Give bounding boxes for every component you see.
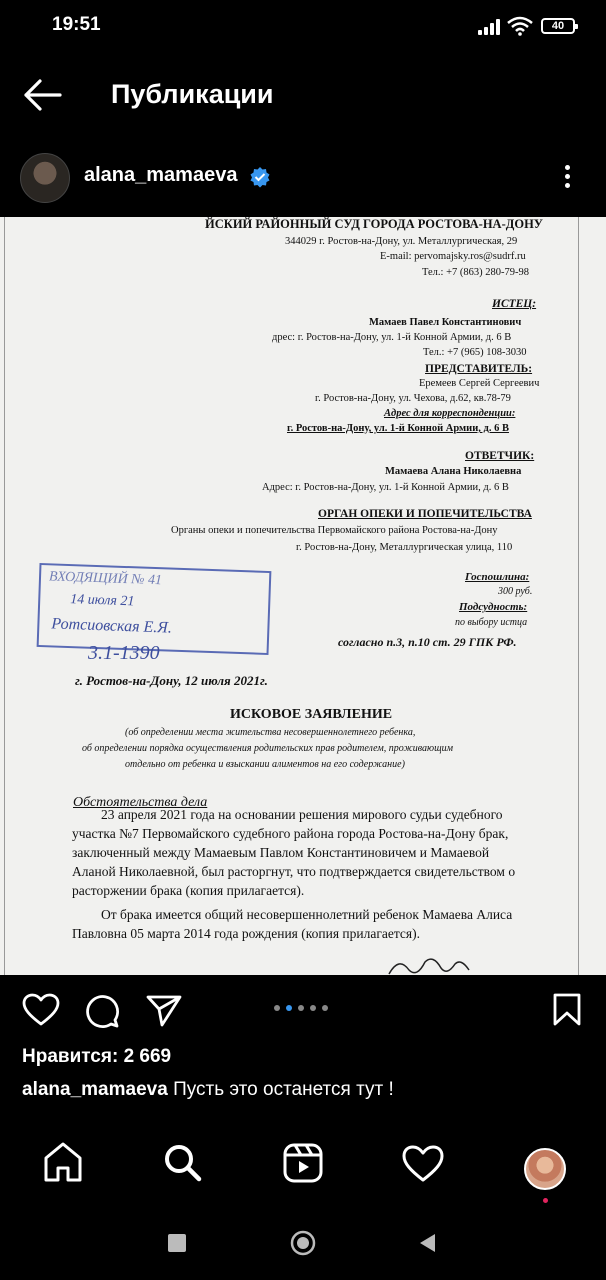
battery-indicator: 40 [541,18,575,34]
doc-jurisdiction-value: по выбору истца [455,617,528,628]
caption-username[interactable]: alana_mamaeva [22,1079,168,1100]
doc-plaintiff-address: дрес: г. Ростов-на-Дону, ул. 1-й Конной Армии, д. 6 В [272,332,512,343]
doc-place-date: г. Ростов-на-Дону, 12 июля 2021г. [75,673,268,688]
signal-icon [478,19,500,35]
doc-court: ЙСКИЙ РАЙОННЫЙ СУД ГОРОДА РОСТОВА-НА-ДОНУ [205,217,543,231]
stamp-number: 3.1-1390 [88,642,160,664]
carousel-dot [322,1005,328,1011]
signature-scribble [385,952,475,975]
activity-heart-icon [404,1147,442,1180]
home-icon [46,1144,80,1180]
stamp-line-2: 14 июля 21 [70,592,135,610]
doc-plaintiff-label: ИСТЕЦ: [492,298,537,310]
caption-text: Пусть это останется тут ! [173,1079,394,1100]
doc-title: ИСКОВОЕ ЗАЯВЛЕНИЕ [230,707,393,722]
page-title: Публикации [111,79,274,109]
doc-subtitle-1: (об определении места жительства несовершеннолетнего ребенка, [125,727,416,738]
doc-defendant-address: Адрес: г. Ростов-на-Дону, ул. 1-й Конной Армии, д. 6 В [262,482,509,493]
page-edge-right [578,217,579,975]
doc-guardian-name: Органы опеки и попечительства Первомайского района Ростова-на-Дону [171,525,498,536]
doc-plaintiff-tel: Тел.: +7 (965) 108-3030 [423,347,527,358]
system-recents-button[interactable] [168,1234,186,1252]
doc-plaintiff-name: Мамаев Павел Константинович [369,317,522,328]
doc-rep-name: Еремеев Сергей Сергеевич [419,378,540,389]
comment-icon [88,997,118,1027]
nav-home[interactable] [38,1138,88,1188]
doc-p1-line3: заключенный между Мамаевым Павлом Константиновичем и Мамаевой [72,845,490,860]
doc-p2-line2: Павловна 05 марта 2014 года рождения (копия прилагается). [72,926,421,941]
doc-section-label: Обстоятельства дела [73,795,208,810]
nav-reels[interactable] [278,1138,328,1188]
back-button[interactable] [22,78,62,112]
doc-p1-line4: Аланой Николаевной, был расторгнут, что подтверждается свидетельством о [72,864,516,879]
doc-p1-line5: расторжении брака (копия прилагается). [72,883,305,898]
status-time: 19:51 [52,14,101,35]
stamp-line-3: Ротсиовская Е.Я. [51,615,173,637]
nav-profile-avatar[interactable] [524,1148,566,1190]
doc-p1-line1: 23 апреля 2021 года на основании решения мирового судьи судебного [101,807,503,822]
doc-subtitle-3: отдельно от ребенка и взыскании алиментов на его содержание) [125,759,405,770]
doc-court-tel: Тел.: +7 (863) 280-79-98 [422,267,529,278]
carousel-dot-active [286,1005,292,1011]
doc-guardian-address: г. Ростов-на-Дону, Металлургическая улица, 110 [296,542,513,553]
heart-icon [24,995,58,1024]
doc-jurisdiction-label: Подсудность: [459,601,528,613]
doc-p1-line2: участка №7 Первомайского судебного района города Ростова-на-Дону брак, [72,826,509,841]
system-home-button[interactable] [290,1230,316,1256]
save-button[interactable] [552,993,582,1027]
post-author-avatar[interactable] [20,153,70,203]
wifi-icon [507,16,533,36]
system-back-button[interactable] [417,1232,437,1254]
doc-p2-line1: От брака имеется общий несовершеннолетний ребенок Мамаева Алиса [101,907,513,922]
share-button[interactable] [146,994,182,1028]
likes-count[interactable]: Нравится: 2 669 [22,1046,172,1067]
doc-rep-label: ПРЕДСТАВИТЕЛЬ: [425,363,533,375]
post-caption [22,1079,394,1101]
reels-icon [285,1145,321,1181]
post-author-username[interactable]: alana_mamaeva [84,164,238,186]
notification-dot [543,1198,548,1203]
doc-defendant-name: Мамаева Алана Николаевна [385,466,522,477]
verified-badge-icon [249,166,271,188]
doc-corr-address: г. Ростов-на-Дону, ул. 1-й Конной Армии, д. 6 В [287,423,509,434]
more-options-button[interactable] [556,162,580,192]
post-image-document[interactable] [0,217,606,975]
doc-court-email: E-mail: pervomajsky.ros@sudrf.ru [380,251,526,262]
doc-rep-address: г. Ростов-на-Дону, ул. Чехова, д.62, кв.78-79 [315,393,511,404]
search-icon [167,1147,199,1179]
doc-fee-label: Госпошлина: [465,571,530,583]
carousel-dot [298,1005,304,1011]
comment-button[interactable] [84,993,120,1029]
doc-guardian-label: ОРГАН ОПЕКИ И ПОПЕЧИТЕЛЬСТВА [318,508,532,520]
nav-search[interactable] [158,1138,208,1188]
doc-defendant-label: ОТВЕТЧИК: [465,450,535,462]
like-button[interactable] [22,993,60,1027]
bookmark-icon [555,995,579,1024]
carousel-dot [274,1005,280,1011]
send-icon [148,997,180,1025]
nav-activity[interactable] [398,1138,448,1188]
doc-subtitle-2: об определении порядка осуществления родительских прав родителем, проживающим [82,743,454,754]
doc-court-address: 344029 г. Ростов-на-Дону, ул. Металлургическая, 29 [285,236,518,247]
doc-corr-label: Адрес для корреспонденции: [384,408,516,419]
doc-jurisdiction-basis: согласно п.3, п.10 ст. 29 ГПК РФ. [338,635,517,649]
arrow-left-icon [26,81,60,109]
doc-fee-value: 300 руб. [498,586,533,597]
stamp-line-1: ВХОДЯЩИЙ № 41 [48,569,163,589]
page-edge-left [4,217,5,975]
carousel-dot [310,1005,316,1011]
